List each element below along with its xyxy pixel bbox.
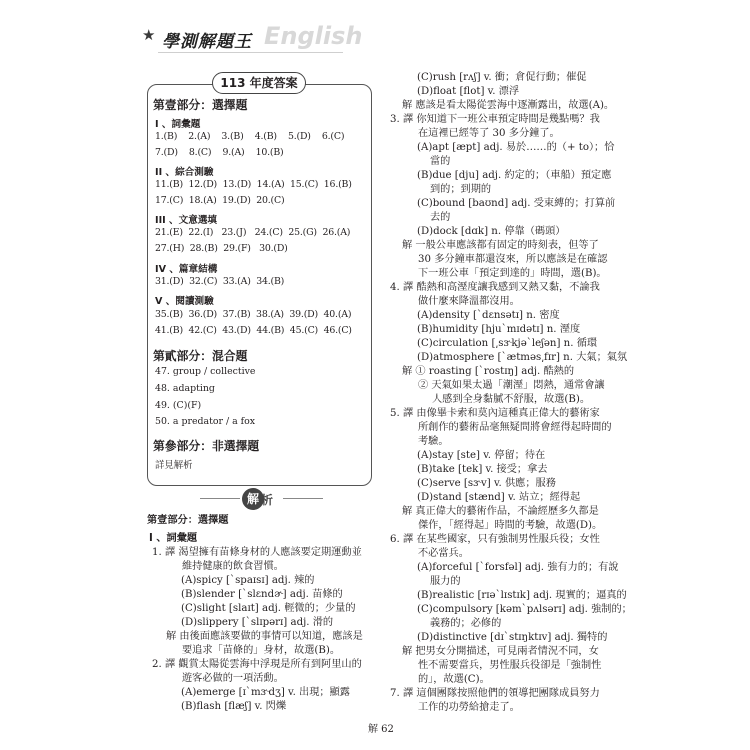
q5-explanation-cont: 傑作，「經得起」時間的考驗，故選(D)。 <box>418 520 603 531</box>
q3-option-d: (D)dock [dɑk] n. 停靠（碼頭） <box>417 226 566 237</box>
q1-translation-cont: 維持健康的飲食習慣。 <box>182 561 284 572</box>
divider-right <box>283 498 323 499</box>
q1-option-c: (C)slight [slaɪt] adj. 輕微的；少量的 <box>181 603 356 614</box>
q2-option-a: (A)emerge [ɪˋmɝdʒ] v. 出現；顯露 <box>181 687 350 698</box>
q4-option-a: (A)density [ˋdɛnsətɪ] n. 密度 <box>417 310 560 321</box>
q48-answer: 48. adapting <box>155 383 215 394</box>
q3-explanation: 解 一般公車應該都有固定的時刻表，但等了 <box>402 240 599 251</box>
q4-translation: 4. 譯 酷熱和高溼度讓我感到又熱又黏，不論我 <box>390 282 600 293</box>
q6-option-d: (D)distinctive [dɪˋstɪŋktɪv] adj. 獨特的 <box>417 632 608 643</box>
q6-option-b: (B)realistic [rɪəˋlɪstɪk] adj. 現實的；逼真的 <box>417 590 627 601</box>
cloze-heading: II 、綜合測驗 <box>155 167 214 178</box>
q1-explanation: 解 由後面應該要做的事情可以知道，應該是 <box>166 631 363 642</box>
see-detail-text: 詳見解析 <box>155 460 193 471</box>
vocab-answers-row1: 1.(B) 2.(A) 3.(B) 4.(B) 5.(D) 6.(C) <box>155 131 345 142</box>
reading-heading: V 、閱讀測驗 <box>155 296 214 307</box>
q4-explanation: 解 ① roasting [ˋrostɪŋ] adj. 酷熱的 <box>402 366 575 377</box>
q6-option-a-cont: 服力的 <box>430 576 461 587</box>
q2-option-b: (B)flash [flæʃ] v. 閃爍 <box>181 701 287 712</box>
q3-explanation-cont: 30 多分鐘車都還沒來，所以應該是在確認 <box>418 254 608 265</box>
header-rule <box>158 52 343 53</box>
q5-option-d: (D)stand [stænd] v. 站立；經得起 <box>417 492 581 503</box>
brand-subtitle: English <box>264 22 363 50</box>
q5-option-b: (B)take [tek] v. 接受；拿去 <box>417 464 548 475</box>
cloze-answers-row2: 17.(C) 18.(A) 19.(D) 20.(C) <box>155 195 285 206</box>
q6-option-c: (C)compulsory [kəmˋpʌlsərɪ] adj. 強制的； <box>417 604 632 615</box>
q3-option-b: (B)due [dju] adj. 約定的；（車船）預定應 <box>417 170 612 181</box>
q3-option-a-cont: 當的 <box>430 156 451 167</box>
q1-translation: 1. 譯 渴望擁有苗條身材的人應該要定期運動並 <box>152 547 362 558</box>
part3-heading: 第參部分：非選擇題 <box>153 439 260 453</box>
explain-vocab-heading: I 、詞彙題 <box>149 533 198 544</box>
q3-option-b-cont: 到的；到期的 <box>430 184 492 195</box>
vocab-answers-row2: 7.(D) 8.(C) 9.(A) 10.(B) <box>155 147 284 158</box>
q49-answer: 49. (C)(F) <box>155 400 202 411</box>
q4-option-d: (D)atmosphere [ˋætməs͵fɪr] n. 大氣；氣氛 <box>417 352 628 363</box>
page-number: 解 62 <box>368 724 394 735</box>
q5-option-c: (C)serve [sɝv] v. 供應；服務 <box>417 478 556 489</box>
q7-translation: 7. 譯 這個團隊按照他們的領導把團隊成員努力 <box>390 688 600 699</box>
q5-option-a: (A)stay [ste] v. 停留；待在 <box>417 450 546 461</box>
q6-explanation-cont: 性不需要當兵，男性服兵役卻是「強制性 <box>418 660 602 671</box>
star-icon: ★ <box>142 26 156 44</box>
q47-answer: 47. group / collective <box>155 366 256 377</box>
q1-option-b: (B)slender [ˋslɛndɚ] adj. 苗條的 <box>181 589 343 600</box>
struct-heading: IV 、篇章結構 <box>155 264 218 275</box>
q6-option-a: (A)forceful [ˋforsfəl] adj. 強有力的；有說 <box>417 562 619 573</box>
q2-option-c: (C)rush [rʌʃ] v. 衝；倉促行動；催促 <box>417 72 587 83</box>
part2-heading: 第貳部分：混合題 <box>153 349 248 363</box>
q6-option-c-cont: 義務的；必修的 <box>430 618 502 629</box>
reading-answers-row2: 41.(B) 42.(C) 43.(D) 44.(B) 45.(C) 46.(C) <box>155 325 352 336</box>
q6-translation-cont: 不必當兵。 <box>418 548 469 559</box>
q6-explanation: 解 把男女分開描述，可見兩者情況不同，女 <box>402 646 599 657</box>
q1-option-a: (A)spicy [ˋspaɪsɪ] adj. 辣的 <box>181 575 315 586</box>
reading-answers-row1: 35.(B) 36.(D) 37.(B) 38.(A) 39.(D) 40.(A) <box>155 309 352 320</box>
q3-translation: 3. 譯 你知道下一班公車預定時間是幾點嗎？我 <box>390 114 600 125</box>
text-answers-row1: 21.(E) 22.(I) 23.(J) 24.(C) 25.(G) 26.(A) <box>155 227 351 238</box>
cloze-answers-row1: 11.(B) 12.(D) 13.(D) 14.(A) 15.(C) 16.(B) <box>155 179 352 190</box>
q3-translation-cont: 在這裡已經等了 30 多分鐘了。 <box>418 128 560 139</box>
q4-translation-cont: 做什麼來降溫都沒用。 <box>418 296 520 307</box>
q2-option-d: (D)float [flot] v. 漂浮 <box>417 86 520 97</box>
q3-option-c: (C)bound [baʊnd] adj. 受束縛的；打算前 <box>417 198 616 209</box>
q6-translation: 6. 譯 在某些國家，只有強制男性服兵役；女性 <box>390 534 600 545</box>
divider-left <box>200 498 240 499</box>
text-heading: III 、文意選填 <box>155 215 218 226</box>
q4-explanation-cont: ② 天氣如果太過「潮溼」悶熱，通常會讓 <box>418 380 605 391</box>
q4-option-b: (B)humidity [hjuˋmɪdətɪ] n. 溼度 <box>417 324 581 335</box>
q3-option-c-cont: 去的 <box>430 212 451 223</box>
struct-answers-row1: 31.(D) 32.(C) 33.(A) 34.(B) <box>155 276 285 287</box>
text-answers-row2: 27.(H) 28.(B) 29.(F) 30.(D) <box>155 243 288 254</box>
q3-option-a: (A)apt [æpt] adj. 易於……的（+ to）；恰 <box>417 142 615 153</box>
q4-explanation-cont2: 人感到全身黏膩不舒服，故選(B)。 <box>432 394 591 405</box>
jiexi-badge: 解 <box>242 488 264 510</box>
page-header <box>140 22 363 54</box>
q7-translation-cont: 工作的功勞給搶走了。 <box>418 702 520 713</box>
q50-answer: 50. a predator / a fox <box>155 416 256 427</box>
vocab-heading: I 、詞彙題 <box>155 119 201 130</box>
q6-explanation-cont2: 的」，故選(C)。 <box>418 674 490 685</box>
jiexi-badge-second: 析 <box>261 493 274 507</box>
q5-explanation: 解 真正偉大的藝術作品，不論經歷多久都是 <box>402 506 599 517</box>
q2-translation-cont: 遊客必做的一項活動。 <box>182 673 284 684</box>
q3-explanation-cont2: 下一班公車「預定到達的」時間，選(B)。 <box>418 268 607 279</box>
q2-translation: 2. 譯 觀賞太陽從雲海中浮現是所有到阿里山的 <box>152 659 362 670</box>
q4-option-c: (C)circulation [͵sɝkjəˋleʃən] n. 循環 <box>417 338 598 349</box>
part1-heading: 第壹部分：選擇題 <box>153 98 248 112</box>
q1-explanation-cont: 要追求「苗條的」身材，故選(B)。 <box>182 645 341 656</box>
q5-translation-cont2: 考驗。 <box>418 436 449 447</box>
q5-translation-cont: 所創作的藝術品毫無疑問將會經得起時間的 <box>418 422 612 433</box>
explain-part1-heading: 第壹部分：選擇題 <box>147 515 229 526</box>
answer-box-title: 113 年度答案 <box>212 72 306 94</box>
q2-explanation: 解 應該是看太陽從雲海中逐漸露出，故選(A)。 <box>402 100 615 111</box>
q1-option-d: (D)slippery [ˋslɪpərɪ] adj. 滑的 <box>181 617 334 628</box>
brand-title: 學測解題王 <box>162 32 252 52</box>
q5-translation: 5. 譯 由像畢卡索和莫內這種真正偉大的藝術家 <box>390 408 600 419</box>
